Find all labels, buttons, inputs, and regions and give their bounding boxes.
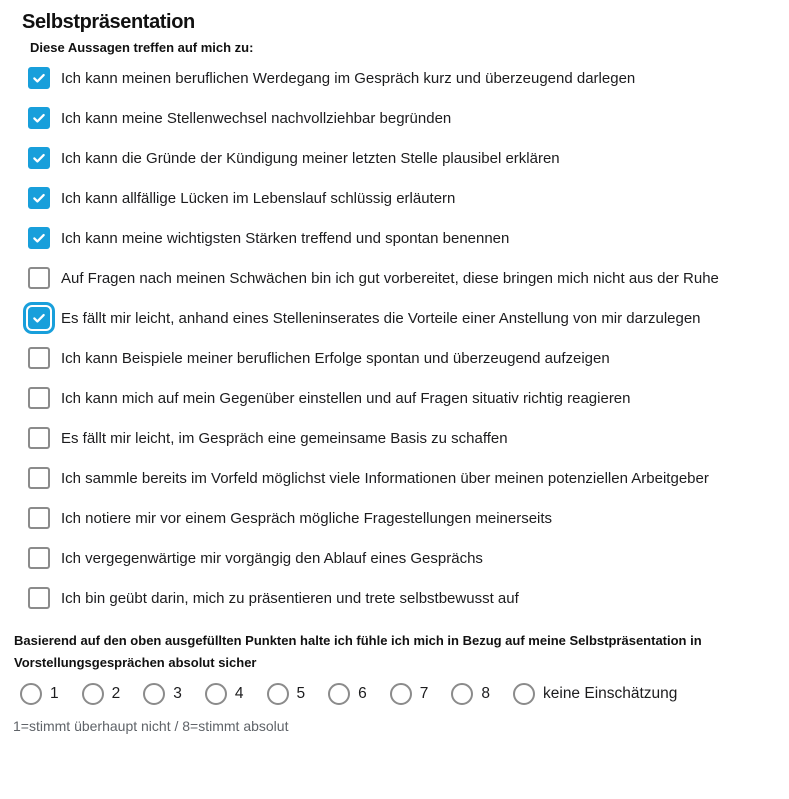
- checkbox[interactable]: [28, 547, 50, 569]
- rating-option[interactable]: [328, 683, 367, 705]
- radio-label: 7: [419, 685, 429, 702]
- checkbox-row[interactable]: [28, 586, 789, 611]
- checkbox-label: Ich kann allfällige Lücken im Lebenslauf schlüssig erläutern: [61, 190, 456, 207]
- checkbox[interactable]: [28, 387, 50, 409]
- checkbox-label: Ich kann meinen beruflichen Werdegang im Gespräch kurz und überzeugend darlegen: [61, 70, 636, 87]
- checkbox-row[interactable]: [28, 186, 789, 211]
- radio-button[interactable]: [390, 683, 412, 705]
- radio-button[interactable]: [143, 683, 165, 705]
- scale-question: Basierend auf den oben ausgefüllten Punkten halte ich fühle ich mich in Bezug auf meine Selbstpräsentation in Vorstellungsgesprächen absolut sicher: [14, 633, 702, 670]
- checkbox[interactable]: [28, 347, 50, 369]
- radio-button[interactable]: [328, 683, 350, 705]
- checkbox[interactable]: [28, 427, 50, 449]
- checkbox-label: Ich kann mich auf mein Gegenüber einstellen und auf Fragen situativ richtig reagieren: [61, 390, 631, 407]
- checkbox-label: Auf Fragen nach meinen Schwächen bin ich gut vorbereitet, diese bringen mich nicht aus der Ruhe: [61, 270, 719, 287]
- rating-option[interactable]: [451, 683, 490, 705]
- radio-button[interactable]: [20, 683, 42, 705]
- checkbox[interactable]: [28, 267, 50, 289]
- checkbox[interactable]: [28, 467, 50, 489]
- radio-button[interactable]: [451, 683, 473, 705]
- rating-option[interactable]: [82, 683, 121, 705]
- radio-button[interactable]: [205, 683, 227, 705]
- checkbox[interactable]: [28, 67, 50, 89]
- page-title: Selbstpräsentation: [22, 11, 195, 33]
- checkbox-row[interactable]: [28, 506, 789, 531]
- radio-label: 1: [50, 685, 59, 702]
- checkbox-row[interactable]: [28, 146, 789, 171]
- radio-label: 3: [173, 685, 182, 702]
- radio-button[interactable]: [513, 683, 535, 705]
- checkbox[interactable]: [28, 587, 50, 609]
- checkbox[interactable]: [28, 307, 50, 329]
- checkbox-row[interactable]: [28, 226, 789, 251]
- checkbox-label: Es fällt mir leicht, im Gespräch eine gemeinsame Basis zu schaffen: [61, 430, 508, 447]
- radio-label: keine Einschätzung: [543, 685, 678, 702]
- rating-option[interactable]: [143, 683, 182, 705]
- checkbox-row[interactable]: [28, 426, 789, 451]
- checkbox-label: Ich bin geübt darin, mich zu präsentieren und trete selbstbewusst auf: [61, 590, 519, 607]
- checkbox-list: [28, 66, 789, 611]
- checkbox[interactable]: [28, 147, 50, 169]
- checkbox-label: Ich kann Beispiele meiner beruflichen Erfolge spontan und überzeugend aufzeigen: [61, 350, 610, 367]
- radio-label: 5: [296, 685, 306, 702]
- checkbox-label: Es fällt mir leicht, anhand eines Stelleninserates die Vorteile einer Anstellung von mir darzulegen: [61, 310, 701, 327]
- checkbox-row[interactable]: [28, 306, 789, 331]
- rating-scale: [20, 683, 789, 705]
- radio-label: 8: [481, 685, 490, 702]
- checkbox-row[interactable]: [28, 266, 789, 291]
- checkbox-row[interactable]: [28, 546, 789, 571]
- checkbox-row[interactable]: [28, 106, 789, 131]
- checkbox[interactable]: [28, 227, 50, 249]
- checkbox-row[interactable]: [28, 346, 789, 371]
- checkbox-row[interactable]: [28, 386, 789, 411]
- rating-option[interactable]: [20, 683, 59, 705]
- checkbox[interactable]: [28, 187, 50, 209]
- checkbox-label: Ich kann die Gründe der Kündigung meiner letzten Stelle plausibel erklären: [61, 150, 560, 167]
- instruction-text: Diese Aussagen treffen auf mich zu:: [30, 40, 254, 55]
- radio-button[interactable]: [82, 683, 104, 705]
- checkbox-label: Ich kann meine wichtigsten Stärken treffend und spontan benennen: [61, 230, 510, 247]
- radio-label: 6: [358, 685, 367, 702]
- scale-hint: 1=stimmt überhaupt nicht / 8=stimmt absolut: [13, 718, 289, 734]
- rating-option[interactable]: [267, 683, 306, 705]
- rating-option[interactable]: [390, 683, 429, 705]
- checkbox-row[interactable]: [28, 66, 789, 91]
- checkbox-label: Ich kann meine Stellenwechsel nachvollziehbar begründen: [61, 110, 452, 127]
- rating-option[interactable]: [513, 683, 677, 705]
- rating-option[interactable]: [205, 683, 244, 705]
- radio-button[interactable]: [267, 683, 289, 705]
- radio-label: 4: [234, 685, 244, 702]
- radio-label: 2: [111, 685, 121, 702]
- checkbox-label: Ich notiere mir vor einem Gespräch mögliche Fragestellungen meinerseits: [61, 510, 553, 527]
- checkbox[interactable]: [28, 507, 50, 529]
- checkbox-row[interactable]: [28, 466, 789, 491]
- checkbox-label: Ich sammle bereits im Vorfeld möglichst viele Informationen über meinen potenziellen Arbeitgeber: [61, 470, 709, 487]
- checkbox-label: Ich vergegenwärtige mir vorgängig den Ablauf eines Gesprächs: [61, 550, 483, 567]
- checkbox[interactable]: [28, 107, 50, 129]
